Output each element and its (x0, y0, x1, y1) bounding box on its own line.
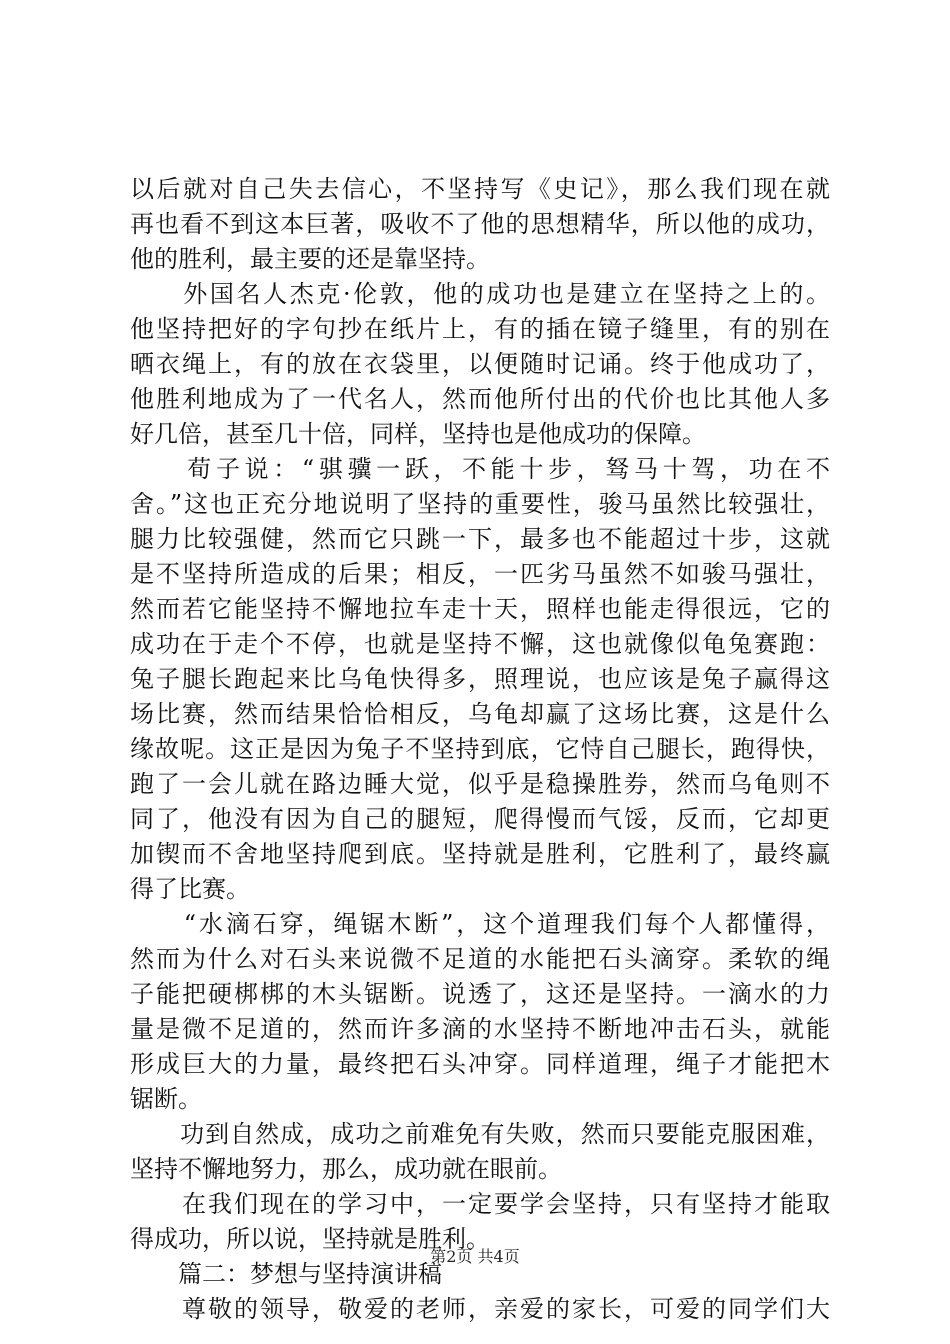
text-line: 再也看不到这本巨著，吸收不了他的思想精华，所以他的成功， (130, 210, 830, 238)
text-line: 然而若它能坚持不懈地拉车走十天，照样也能走得很远，它的 (130, 595, 830, 623)
text-line: 他的胜利，最主要的还是靠坚持。 (130, 245, 490, 273)
page-footer: 第2页 共4页 (430, 1247, 520, 1266)
text-line: 在我们现在的学习中，一定要学会坚持，只有坚持才能取 (130, 1190, 830, 1218)
text-line: 场比赛，然而结果恰恰相反，乌龟却赢了这场比赛，这是什么 (130, 700, 830, 728)
text-line: 他胜利地成为了一代名人，然而他所付出的代价也比其他人多 (130, 385, 830, 413)
text-line: 好几倍，甚至几十倍，同样，坚持也是他成功的保障。 (130, 420, 706, 448)
text-line: 尊敬的领导，敬爱的老师，亲爱的家长，可爱的同学们大 (130, 1295, 830, 1323)
text-line: 以后就对自己失去信心，不坚持写《史记》，那么我们现在就 (130, 175, 830, 203)
text-line: 舍。”这也正充分地说明了坚持的重要性，骏马虽然比较强壮， (130, 490, 830, 518)
text-line: 外国名人杰克·伦敦，他的成功也是建立在坚持之上的。 (130, 280, 830, 308)
text-line: 形成巨大的力量，最终把石头冲穿。同样道理，绳子才能把木 (130, 1050, 830, 1078)
text-line: “水滴石穿，绳锯木断”，这个道理我们每个人都懂得， (130, 910, 830, 938)
text-line: 跑了一会儿就在路边睡大觉，似乎是稳操胜券，然而乌龟则不 (130, 770, 830, 798)
text-line: 量是微不足道的，然而许多滴的水坚持不断地冲击石头，就能 (130, 1015, 830, 1043)
text-line: 同了，他没有因为自己的腿短，爬得慢而气馁，反而，它却更 (130, 805, 830, 833)
text-line: 子能把硬梆梆的木头锯断。说透了，这还是坚持。一滴水的力 (130, 980, 830, 1008)
text-line: 荀子说：“骐骥一跃，不能十步，驽马十驾，功在不 (130, 455, 830, 483)
text-line: 锯断。 (130, 1085, 202, 1113)
text-line: 然而为什么对石头来说微不足道的水能把石头滴穿。柔软的绳 (130, 945, 830, 973)
text-line: 得了比赛。 (130, 875, 250, 903)
text-line: 成功在于走个不停，也就是坚持不懈，这也就像似龟兔赛跑： (130, 630, 830, 658)
text-line: 加锲而不舍地坚持爬到底。坚持就是胜利，它胜利了，最终赢 (130, 840, 830, 868)
text-line: 晒衣绳上，有的放在衣袋里，以便随时记诵。终于他成功了， (130, 350, 830, 378)
text-line: 缘故呢。这正是因为兔子不坚持到底，它恃自己腿长，跑得快， (130, 735, 830, 763)
text-line: 兔子腿长跑起来比乌龟快得多，照理说，也应该是兔子赢得这 (130, 665, 830, 693)
text-line: 是不坚持所造成的后果；相反，一匹劣马虽然不如骏马强壮， (130, 560, 830, 588)
text-line: 篇二：梦想与坚持演讲稿 (130, 1260, 442, 1288)
text-line: 坚持不懈地努力，那么，成功就在眼前。 (130, 1155, 562, 1183)
text-line: 得成功，所以说，坚持就是胜利。 (130, 1225, 490, 1253)
text-line: 他坚持把好的字句抄在纸片上，有的插在镜子缝里，有的别在 (130, 315, 830, 343)
body-text (130, 172, 830, 1327)
text-line: 功到自然成，成功之前难免有失败，然而只要能克服困难， (130, 1120, 830, 1148)
text-line: 腿力比较强健，然而它只跳一下，最多也不能超过十步，这就 (130, 525, 830, 553)
